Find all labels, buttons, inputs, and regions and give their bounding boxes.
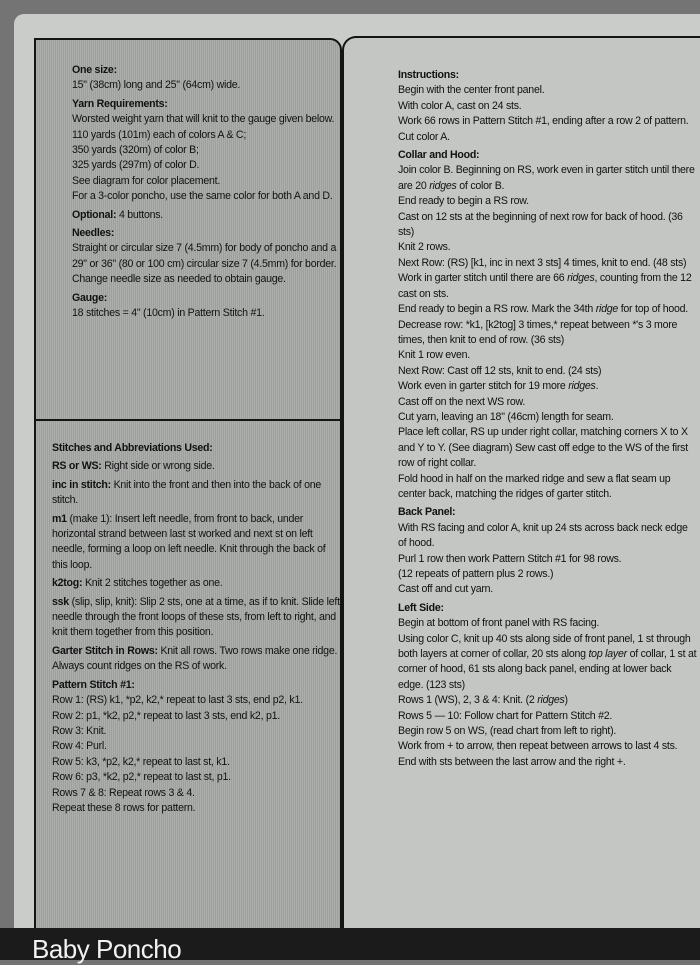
paragraph xyxy=(72,174,338,189)
paragraph xyxy=(72,306,338,321)
materials-section xyxy=(72,63,338,322)
body-text: Cast off and cut yarn. xyxy=(398,583,494,596)
body-text: Place left collar, RS up under right collar, matching corners X to X and Y to Y. (See diagram) Sew cast off edge to the WS of the first row of right collar. xyxy=(398,426,688,470)
heading-text: One size: xyxy=(72,64,117,76)
paragraph xyxy=(52,441,340,456)
body-text: Straight or circular size 7 (4.5mm) for body of poncho and a 29" or 36" (80 or 100 cm) circular size 7 (4.5mm) for border. xyxy=(72,242,337,270)
body-text: for top of hood. xyxy=(618,303,688,316)
paragraph xyxy=(72,158,338,173)
heading-text: Gauge: xyxy=(72,291,107,304)
paragraph xyxy=(398,302,698,317)
paragraph xyxy=(52,709,340,724)
paragraph xyxy=(398,194,698,209)
body-text: With RS facing and color A, knit up 24 sts across back neck edge of hood. xyxy=(398,521,688,550)
paragraph xyxy=(398,348,698,363)
paragraph xyxy=(72,63,338,78)
body-text: Worsted weight yarn that will knit to the gauge given below. xyxy=(72,113,335,126)
body-text: (12 repeats of pattern plus 2 rows.) xyxy=(398,568,554,580)
body-text: Right side or wrong side. xyxy=(104,460,215,473)
body-text: top layer xyxy=(588,648,627,661)
body-text: Cast off on the next WS row. xyxy=(398,395,526,408)
body-text: Rows 7 & 8: Repeat rows 3 & 4. xyxy=(52,786,195,799)
body-text: of color B. xyxy=(456,179,505,192)
body-text: Knit all rows. Two rows make one ridge. Always count ridges on the RS of work. xyxy=(52,644,338,673)
body-text: 18 stitches = 4" (10cm) in Pattern Stitch #1. xyxy=(72,307,265,320)
heading-text: Garter Stitch in Rows: xyxy=(52,644,161,657)
paragraph xyxy=(72,208,338,223)
heading-text: ssk xyxy=(52,595,72,608)
paragraph xyxy=(398,601,698,616)
body-text: ridges xyxy=(567,272,595,285)
heading-text: Collar and Hood: xyxy=(398,149,480,162)
heading-text: inc in stitch: xyxy=(52,478,114,491)
paragraph xyxy=(398,552,698,567)
paragraph xyxy=(398,379,698,394)
body-text: Knit 2 stitches together as one. xyxy=(84,577,223,590)
paragraph xyxy=(398,521,698,552)
body-text: Join color B. Beginning on RS, work even in garter stitch until there are 20 xyxy=(398,164,695,192)
paragraph xyxy=(398,114,698,129)
body-text: , counting from the 12 cast on sts. xyxy=(398,272,692,300)
paragraph xyxy=(52,459,340,474)
body-text: ridges xyxy=(568,380,596,393)
body-text: 15" (38cm) long and 25" (64cm) wide. xyxy=(72,79,241,92)
body-text: . xyxy=(595,380,599,393)
body-text: Work even in garter stitch for 19 more xyxy=(398,380,569,393)
heading-text: Instructions: xyxy=(398,69,459,81)
body-text: End ready to begin a RS row. xyxy=(398,195,529,208)
paragraph xyxy=(398,271,698,302)
paragraph xyxy=(398,318,698,349)
heading-text: k2tog: xyxy=(52,577,85,590)
paragraph xyxy=(398,163,698,194)
heading-text: m1 xyxy=(52,512,70,525)
paragraph xyxy=(398,256,698,271)
heading-text: Needles: xyxy=(72,227,115,240)
paragraph xyxy=(398,364,698,379)
body-text: Row 6: p3, *k2, p2,* repeat to last st, p1. xyxy=(52,771,231,784)
paragraph xyxy=(52,512,340,574)
paragraph xyxy=(52,678,340,693)
paragraph xyxy=(398,739,698,770)
heading-text: Left Side: xyxy=(398,601,444,614)
body-text: (make 1): Insert left needle, from front to back, under horizontal strand between last st worked and next st on left needle, forming a loop on left needle. Knit through the back of this loop. xyxy=(52,512,326,571)
paragraph xyxy=(398,582,698,597)
paragraph xyxy=(72,128,338,143)
body-text: ridges xyxy=(429,179,457,192)
body-text: 4 buttons. xyxy=(118,208,163,221)
body-text: Begin at bottom of front panel with RS facing. xyxy=(398,617,600,630)
paragraph xyxy=(72,241,338,272)
abbreviations-section xyxy=(52,441,340,816)
body-text: 350 yards (320m) of color B; xyxy=(72,144,199,157)
paragraph xyxy=(52,770,340,785)
body-text: Cut color A. xyxy=(398,130,450,143)
body-text: (slip, slip, knit): Slip 2 sts, one at a time, as if to knit. Slide left needle through the front loops of these sts, from left to right, and knit them together from this position. xyxy=(52,595,340,639)
body-text: ) xyxy=(564,694,568,707)
body-text: Change needle size as needed to obtain gauge. xyxy=(72,273,286,286)
paragraph xyxy=(52,801,340,816)
heading-text: Pattern Stitch #1: xyxy=(52,678,135,691)
paragraph xyxy=(398,632,698,694)
body-text: Fold hood in half on the marked ridge and sew a flat seam up center back, matching the ridges of garter stitch. xyxy=(398,472,671,500)
paragraph xyxy=(398,410,698,425)
heading-text: RS or WS: xyxy=(52,460,105,473)
panel-divider xyxy=(34,419,340,421)
paragraph xyxy=(398,130,698,145)
paragraph xyxy=(52,739,340,754)
heading-text: Optional: xyxy=(72,208,119,221)
body-text: See diagram for color placement. xyxy=(72,174,221,187)
paragraph xyxy=(398,99,698,114)
body-text: Work in garter stitch until there are 66 xyxy=(398,272,568,285)
heading-text: Stitches and Abbreviations Used: xyxy=(52,442,213,454)
body-text: 110 yards (101m) each of colors A & C; xyxy=(72,128,247,141)
body-text: Cast on 12 sts at the beginning of next row for back of hood. (36 sts) xyxy=(398,210,683,239)
paragraph xyxy=(398,395,698,410)
body-text: Row 3: Knit. xyxy=(52,724,107,737)
body-text: With color A, cast on 24 sts. xyxy=(398,99,522,112)
body-text: Knit 2 rows. xyxy=(398,241,451,254)
body-text: Begin with the center front panel. xyxy=(398,84,545,97)
body-text: For a 3-color poncho, use the same color for both A and D. xyxy=(72,190,333,203)
paragraph xyxy=(398,567,698,582)
page-title: Baby Poncho xyxy=(32,934,182,964)
body-text: of collar, 1 st at corner of hood, 61 sts along back panel, ending at lower back edge. (123 sts) xyxy=(398,648,697,691)
paragraph xyxy=(398,83,698,98)
paragraph xyxy=(52,595,340,641)
body-text: Repeat these 8 rows for pattern. xyxy=(52,801,196,814)
body-text: Knit 1 row even. xyxy=(398,349,470,362)
body-text: Begin row 5 on WS, (read chart from left to right). xyxy=(398,725,617,738)
paragraph xyxy=(398,616,698,631)
paragraph xyxy=(398,693,698,708)
paragraph xyxy=(72,112,338,127)
paragraph xyxy=(72,226,338,241)
body-text: Knit into the front and then into the back of one stitch. xyxy=(52,478,322,507)
paragraph xyxy=(72,97,338,112)
body-text: Row 2: p1, *k2, p2,* repeat to last 3 sts, end k2, p1. xyxy=(52,709,280,722)
paragraph xyxy=(72,291,338,306)
paragraph xyxy=(398,68,698,83)
heading-text: Back Panel: xyxy=(398,506,456,519)
body-text: Cut yarn, leaving an 18" (46cm) length for seam. xyxy=(398,410,614,423)
paragraph xyxy=(72,78,338,93)
body-text: Row 5: k3, *p2, k2,* repeat to last st, k1. xyxy=(52,755,230,768)
body-text: Work 66 rows in Pattern Stitch #1, ending after a row 2 of pattern. xyxy=(398,115,689,128)
instructions-section xyxy=(398,68,698,770)
paragraph xyxy=(52,576,340,591)
paragraph xyxy=(398,210,698,241)
body-text: ridge xyxy=(595,303,619,316)
paragraph xyxy=(398,425,698,471)
paragraph xyxy=(72,143,338,158)
paragraph xyxy=(72,189,338,204)
body-text: Next Row: Cast off 12 sts, knit to end. (24 sts) xyxy=(398,364,602,377)
paragraph xyxy=(398,240,698,255)
paragraph xyxy=(398,472,698,503)
paragraph xyxy=(52,478,340,509)
body-text: 325 yards (297m) of color D. xyxy=(72,159,200,172)
paragraph xyxy=(72,272,338,287)
body-text: Rows 1 (WS), 2, 3 & 4: Knit. (2 xyxy=(398,694,538,707)
paragraph xyxy=(398,724,698,739)
body-text: Rows 5 — 10: Follow chart for Pattern Stitch #2. xyxy=(398,709,613,722)
paragraph xyxy=(398,709,698,724)
body-text: End ready to begin a RS row. Mark the 34th xyxy=(398,303,596,316)
paragraph xyxy=(52,786,340,801)
paragraph xyxy=(398,505,698,520)
body-text: Decrease row: *k1, [k2tog] 3 times,* repeat between *'s 3 more times, then knit to end of row. (36 sts) xyxy=(398,318,678,346)
body-text: ridges xyxy=(537,694,565,707)
paragraph xyxy=(52,644,340,675)
paragraph xyxy=(52,693,340,708)
paragraph xyxy=(52,724,340,739)
body-text: Purl 1 row then work Pattern Stitch #1 for 98 rows. xyxy=(398,552,622,565)
body-text: Using color C, knit up 40 sts along side of front panel, 1 st through both layers at corner of collar, 20 sts along xyxy=(398,632,691,661)
paragraph xyxy=(52,755,340,770)
body-text: Row 1: (RS) k1, *p2, k2,* repeat to last 3 sts, end p2, k1. xyxy=(52,694,303,707)
paragraph xyxy=(398,148,698,163)
body-text: Row 4: Purl. xyxy=(52,740,107,753)
body-text: Next Row: (RS) [k1, inc in next 3 sts] 4 times, knit to end. (48 sts) xyxy=(398,256,687,269)
heading-text: Yarn Requirements: xyxy=(72,97,168,110)
body-text: Work from + to arrow, then repeat between arrows to last 4 sts. End with sts between the last arrow and the right +. xyxy=(398,740,678,768)
